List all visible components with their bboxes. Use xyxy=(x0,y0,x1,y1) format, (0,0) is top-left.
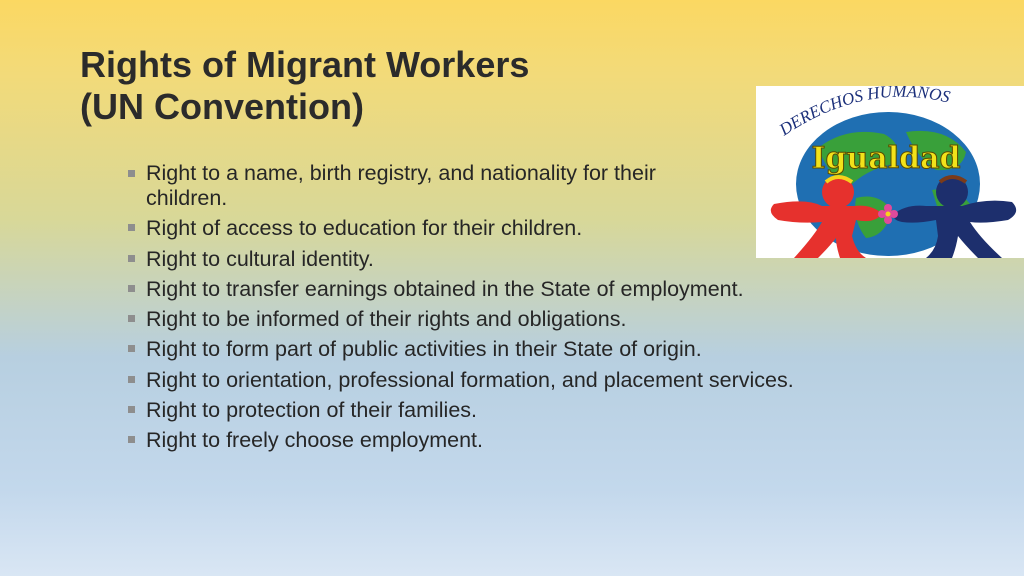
square-bullet-icon xyxy=(128,224,135,231)
list-item xyxy=(128,427,868,453)
human-rights-logo-graphic xyxy=(756,86,1024,258)
square-bullet-icon xyxy=(128,436,135,443)
list-item xyxy=(128,276,868,302)
human-rights-logo xyxy=(756,86,1024,258)
list-item-text: Right to transfer earnings obtained in the State of employment. xyxy=(146,276,744,301)
list-item-text: Right to protection of their families. xyxy=(146,398,478,423)
logo-arc-text: DERECHOS HUMANOS xyxy=(775,86,952,140)
list-item-text: Right to orientation, professional formation, and placement services. xyxy=(146,367,794,392)
square-bullet-icon xyxy=(128,170,135,177)
list-item-text: Right to be informed of their rights and obligations. xyxy=(146,307,627,332)
square-bullet-icon xyxy=(128,406,135,413)
list-item xyxy=(128,367,868,393)
list-item xyxy=(128,306,868,332)
list-item xyxy=(128,336,868,362)
list-item-text: Right to form part of public activities in their State of origin. xyxy=(146,337,702,362)
square-bullet-icon xyxy=(128,285,135,292)
list-item-text: Right to cultural identity. xyxy=(146,246,374,271)
list-item-text: Right to a name, birth registry, and nationality for their children. xyxy=(146,161,656,210)
square-bullet-icon xyxy=(128,255,135,262)
slide-title xyxy=(80,44,529,128)
slide-title-line2: (UN Convention) xyxy=(80,86,364,127)
logo-center-text: Igualdad xyxy=(811,141,961,176)
slide-title-line1: Rights of Migrant Workers xyxy=(80,44,530,85)
square-bullet-icon xyxy=(128,345,135,352)
square-bullet-icon xyxy=(128,315,135,322)
list-item xyxy=(128,397,868,423)
list-item-text: Right to freely choose employment. xyxy=(146,428,483,453)
square-bullet-icon xyxy=(128,376,135,383)
list-item-text: Right of access to education for their children. xyxy=(146,216,583,241)
